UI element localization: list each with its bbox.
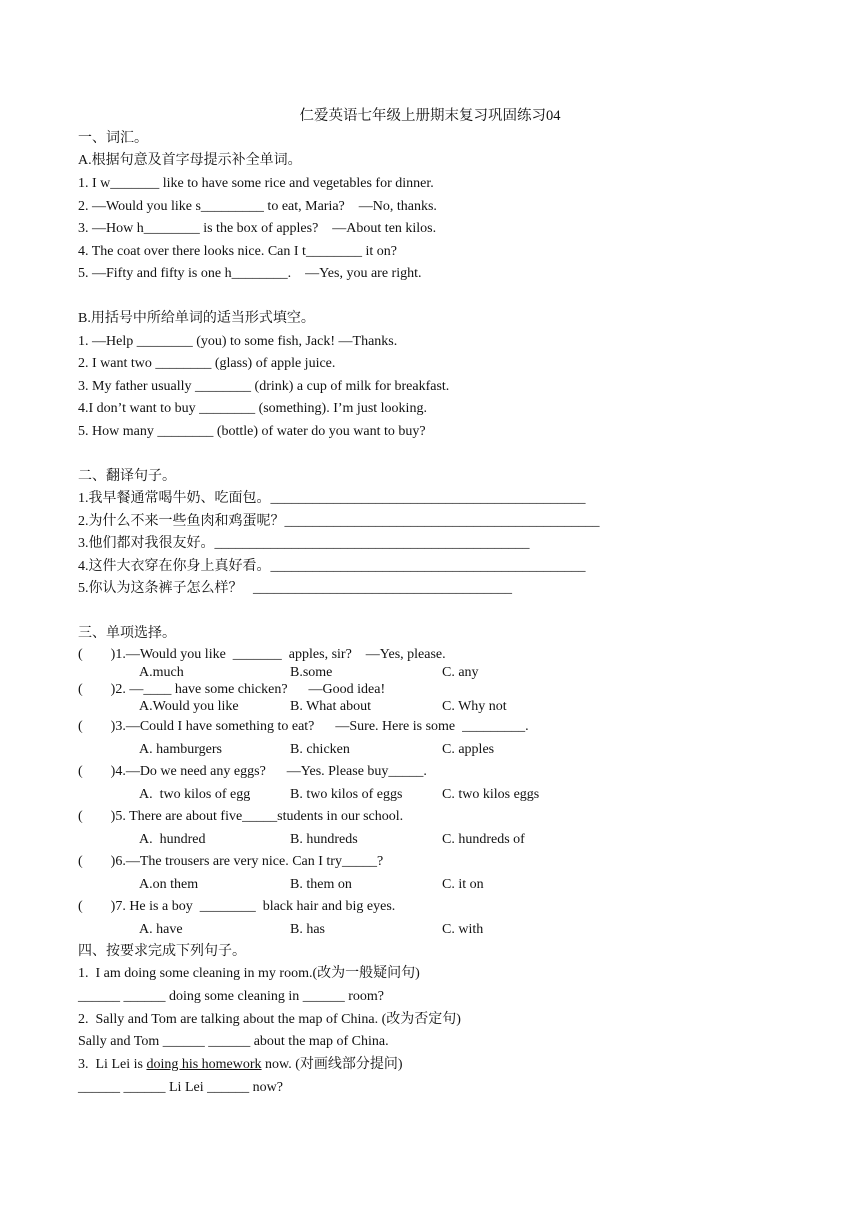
mc-question: ( )1.—Would you like _______ apples, sir? —Yes, please. (78, 647, 446, 662)
mc-option-b: B. has (290, 922, 325, 937)
mc-option-c: C. apples (442, 742, 495, 757)
translation-item: 5.你认为这条裤子怎么样？ _____________________________________ (78, 581, 512, 596)
mc-question: ( )7. He is a boy ________ black hair and big eyes. (78, 899, 396, 914)
transform-answer-line: ______ ______ doing some cleaning in ______ room? (78, 989, 385, 1004)
mc-question: ( )2. —____ have some chicken? —Good idea! (78, 682, 386, 697)
part-a-item: 4. The coat over there looks nice. Can I t________ it on? (78, 244, 397, 259)
mc-question: ( )6.—The trousers are very nice. Can I try_____? (78, 854, 384, 869)
section-heading-multiple-choice: 三、单项选择。 (78, 626, 176, 641)
part-b-item: 1. —Help ________ (you) to some fish, Jack! —Thanks. (78, 334, 398, 349)
mc-option-b: B. two kilos of eggs (290, 787, 403, 802)
mc-option-c: C. with (442, 922, 484, 937)
part-b-item: 4.I don’t want to buy ________ (something). I’m just looking. (78, 401, 427, 416)
underlined-phrase: doing his homework (146, 1057, 262, 1072)
part-b-item: 2. I want two ________ (glass) of apple juice. (78, 356, 336, 371)
translation-item: 3.他们都对我很友好。_____________________________________________ (78, 536, 530, 551)
mc-option-a: A.much (139, 665, 184, 680)
mc-option-a: A. hamburgers (139, 742, 222, 757)
mc-option-c: C. it on (442, 877, 484, 892)
translation-item: 4.这件大衣穿在你身上真好看。_____________________________________________ (78, 559, 586, 574)
part-a-item: 2. —Would you like s_________ to eat, Maria? —No, thanks. (78, 199, 437, 214)
part-b-item: 5. How many ________ (bottle) of water do you want to buy? (78, 424, 426, 439)
part-a-item: 5. —Fifty and fifty is one h________. —Yes, you are right. (78, 266, 422, 281)
mc-question: ( )4.—Do we need any eggs? —Yes. Please buy_____. (78, 764, 427, 779)
transform-question: 2. Sally and Tom are talking about the map of China. (改为否定句) (78, 1012, 461, 1027)
translation-item: 1.我早餐通常喝牛奶、吃面包。_____________________________________________ (78, 491, 586, 506)
part-a-item: 3. —How h________ is the box of apples? —About ten kilos. (78, 221, 437, 236)
mc-option-b: B. hundreds (290, 832, 358, 847)
transform-answer-line: Sally and Tom ______ ______ about the map of China. (78, 1034, 389, 1049)
mc-option-b: B.some (290, 665, 333, 680)
mc-option-a: A. have (139, 922, 183, 937)
mc-option-a: A. hundred (139, 832, 206, 847)
mc-option-c: C. two kilos eggs (442, 787, 540, 802)
mc-question: ( )5. There are about five_____students in our school. (78, 809, 404, 824)
mc-question: ( )3.—Could I have something to eat? —Sure. Here is some _________. (78, 719, 529, 734)
question-text: now. (对画线部分提问) (261, 1057, 403, 1072)
mc-option-a: A.Would you like (139, 699, 239, 714)
mc-option-c: C. hundreds of (442, 832, 525, 847)
page-title: 仁爱英语七年级上册期末复习巩固练习04 (299, 108, 561, 124)
part-a-heading: A.根据句意及首字母提示补全单词。 (78, 153, 302, 168)
part-b-item: 3. My father usually ________ (drink) a cup of milk for breakfast. (78, 379, 450, 394)
mc-option-b: B. chicken (290, 742, 350, 757)
question-text: 3. Li Lei is (78, 1057, 147, 1072)
part-a-item: 1. I w_______ like to have some rice and vegetables for dinner. (78, 176, 434, 191)
transform-answer-line: ______ ______ Li Lei ______ now? (78, 1080, 283, 1095)
section-heading-sentence-transform: 四、按要求完成下列句子。 (78, 944, 246, 959)
transform-question (78, 1056, 403, 1074)
mc-option-c: C. Why not (442, 699, 507, 714)
mc-option-b: B. them on (290, 877, 352, 892)
section-heading-translation: 二、翻译句子。 (78, 469, 176, 484)
mc-option-a: A.on them (139, 877, 199, 892)
mc-option-c: C. any (442, 665, 479, 680)
section-heading-vocabulary: 一、词汇。 (78, 131, 148, 146)
mc-option-a: A. two kilos of egg (139, 787, 251, 802)
translation-item: 2.为什么不来一些鱼肉和鸡蛋呢？_____________________________________________ (78, 514, 600, 529)
mc-option-b: B. What about (290, 699, 372, 714)
transform-question: 1. I am doing some cleaning in my room.(改为一般疑问句) (78, 966, 420, 981)
part-b-heading: B.用括号中所给单词的适当形式填空。 (78, 311, 315, 326)
